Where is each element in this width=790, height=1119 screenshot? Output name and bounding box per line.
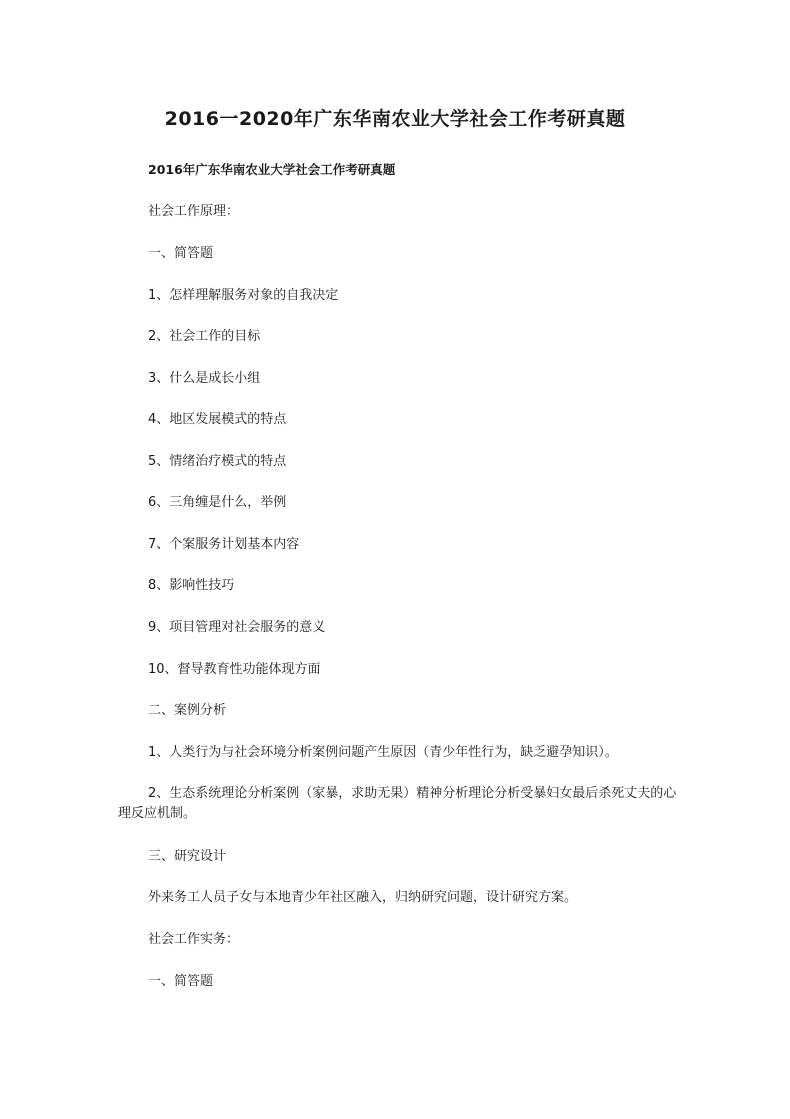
section-principles-heading: 社会工作原理：: [148, 204, 240, 219]
question-10: 10、督导教育性功能体现方面: [148, 662, 321, 677]
case-question-2: 2、生态系统理论分析案例（家暴，求助无果）精神分析理论分析受暴妇女最后杀死丈夫的心理反应机制。: [118, 786, 677, 821]
exam-subtitle: 2016年广东华南农业大学社会工作考研真题: [148, 162, 396, 177]
question-2: 2、社会工作的目标: [148, 329, 261, 344]
part-research-design-heading: 三、研究设计: [148, 849, 227, 864]
section-practice-heading: 社会工作实务：: [148, 932, 240, 947]
question-4: 4、地区发展模式的特点: [148, 412, 287, 427]
question-6: 6、三角缠是什么，举例: [148, 495, 287, 510]
practice-short-answer-heading: 一、简答题: [148, 974, 214, 989]
part-case-analysis-heading: 二、案例分析: [148, 703, 227, 718]
question-5: 5、情绪治疗模式的特点: [148, 454, 287, 469]
question-7: 7、个案服务计划基本内容: [148, 537, 300, 552]
question-9: 9、项目管理对社会服务的意义: [148, 620, 326, 635]
document-title: 2016一2020年广东华南农业大学社会工作考研真题: [164, 108, 626, 130]
part-short-answer-heading: 一、简答题: [148, 246, 214, 261]
research-question: 外来务工人员子女与本地青少年社区融入，归纳研究问题，设计研究方案。: [148, 890, 578, 905]
case-question-1: 1、人类行为与社会环境分析案例问题产生原因（青少年性行为，缺乏避孕知识）。: [148, 745, 618, 760]
question-8: 8、影响性技巧: [148, 578, 235, 593]
question-3: 3、什么是成长小组: [148, 371, 261, 386]
question-1: 1、怎样理解服务对象的自我决定: [148, 288, 339, 303]
